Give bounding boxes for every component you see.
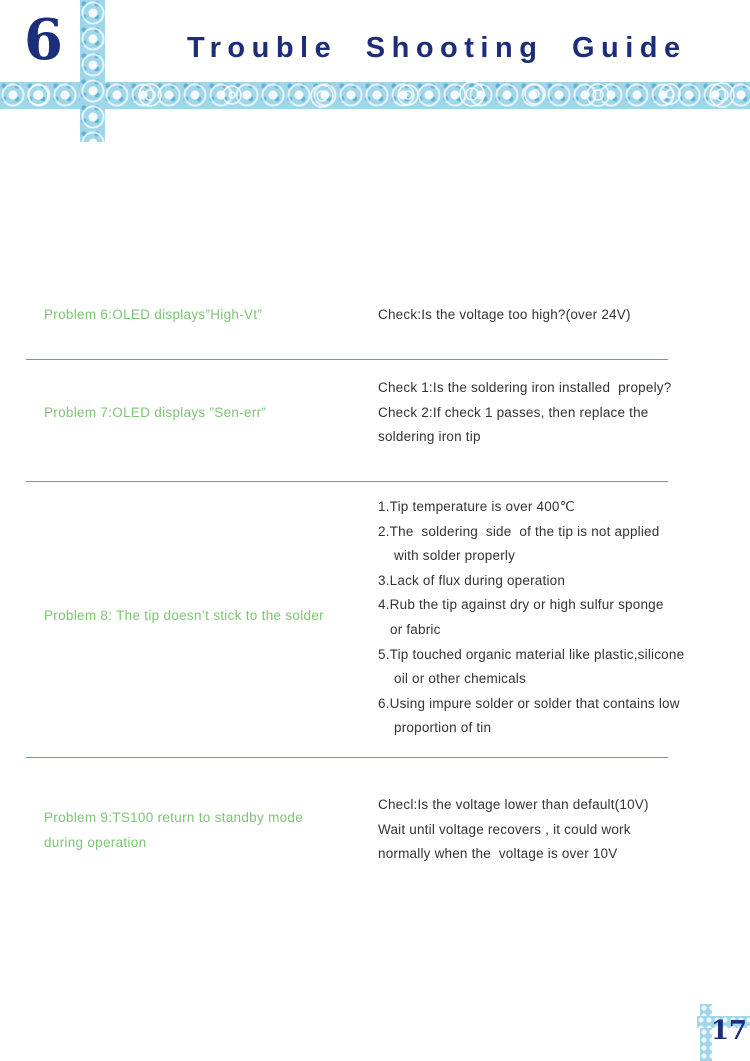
gear-pattern-decoration xyxy=(0,82,750,109)
solution-line: Checl:Is the voltage lower than default(10V) xyxy=(378,797,649,812)
solution-line: Check:Is the voltage too high?(over 24V) xyxy=(378,307,631,322)
problem-6-solution xyxy=(378,303,738,328)
problem-8-label xyxy=(44,604,364,629)
page-number: 17 xyxy=(710,1016,747,1046)
page-title: Trouble Shooting Guide xyxy=(187,32,687,64)
solution-line: 4.Rub the tip against dry or high sulfur sponge xyxy=(378,597,664,613)
solution-line: 5.Tip touched organic material like plastic,silicone xyxy=(378,646,685,662)
problem-7-solution xyxy=(378,376,738,450)
solution-line: 6.Using impure solder or solder that contains low xyxy=(378,695,680,711)
row-divider xyxy=(26,757,668,758)
chapter-number: 6 xyxy=(24,7,63,73)
solution-line: 2.The soldering side of the tip is not applied xyxy=(378,523,660,539)
problem-9-label xyxy=(44,806,364,855)
solution-line: or fabric xyxy=(390,621,441,637)
solution-line: Wait until voltage recovers , it could work xyxy=(378,821,631,837)
problem-text: Problem 8: The tip doesn’t stick to the solder xyxy=(44,608,324,623)
problem-9-solution xyxy=(378,793,738,867)
problem-text: during operation xyxy=(44,834,147,850)
solution-line: with solder properly xyxy=(394,548,516,564)
solution-line: oil or other chemicals xyxy=(394,671,526,687)
solution-line: proportion of tin xyxy=(394,720,492,736)
problem-text: Problem 7:OLED displays ”Sen-err” xyxy=(44,405,267,420)
solution-line: Check 1:Is the soldering iron installed propely? xyxy=(378,380,672,395)
problem-text: Problem 6:OLED displays”High-Vt” xyxy=(44,307,263,322)
problem-8-solution xyxy=(378,495,738,741)
problem-7-label xyxy=(44,401,364,426)
row-divider xyxy=(26,359,668,360)
solution-line: 1.Tip temperature is over 400℃ xyxy=(378,499,575,514)
problem-text: Problem 9:TS100 return to standby mode xyxy=(44,810,304,825)
row-divider xyxy=(26,481,668,482)
solution-line: normally when the voltage is over 10V xyxy=(378,846,618,862)
problem-6-label xyxy=(44,303,364,328)
solution-line: 3.Lack of flux during operation xyxy=(378,572,566,588)
solution-line: Check 2:If check 1 passes, then replace the xyxy=(378,404,649,420)
header-banner-vertical xyxy=(80,0,105,142)
solution-line: soldering iron tip xyxy=(378,429,481,445)
